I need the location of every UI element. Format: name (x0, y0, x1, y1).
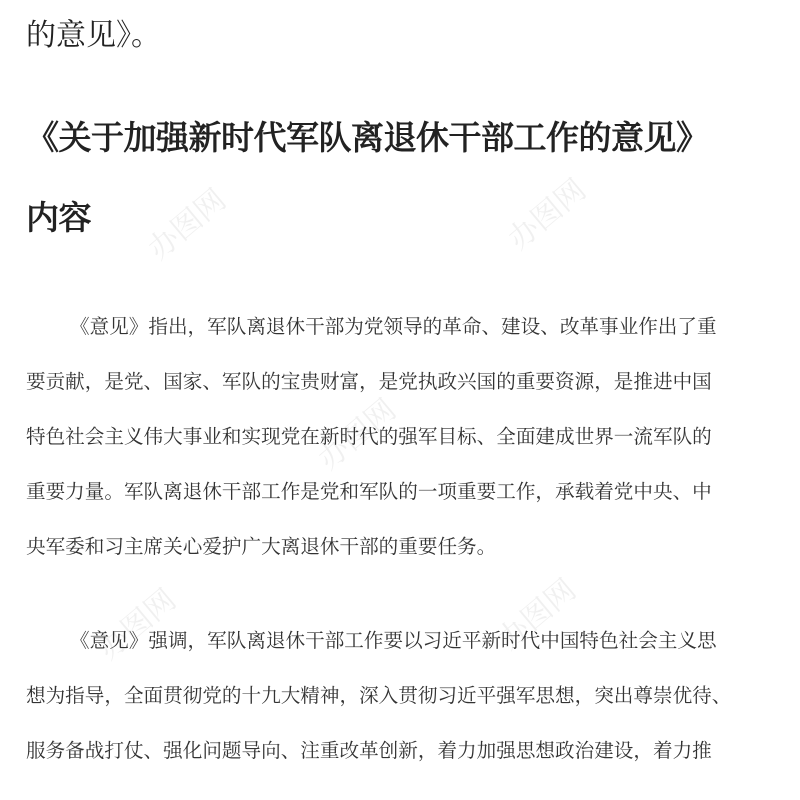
watermark-4: 办图网 (91, 582, 183, 668)
heading-line-1: 《关于加强新时代军队离退休干部工作的意见》 (26, 118, 709, 157)
paragraph-1-line-3: 特色社会主义伟大事业和实现党在新时代的强军目标、全面建成世界一流军队的 (26, 425, 712, 448)
watermark-5: 办图网 (491, 572, 583, 658)
watermark-2: 办图网 (501, 172, 593, 258)
paragraph-1-line-5: 央军委和习主席关心爱护广大离退休干部的重要任务。 (26, 535, 497, 558)
watermark-1: 办图网 (141, 182, 233, 268)
intro-fragment: 的意见》。 (26, 18, 161, 53)
paragraph-1-line-2: 要贡献，是党、国家、军队的宝贵财富，是党执政兴国的重要资源，是推进中国 (26, 370, 712, 393)
paragraph-1-line-1: 《意见》指出，军队离退休干部为党领导的革命、建设、改革事业作出了重 (70, 315, 717, 338)
watermark-3: 办图网 (311, 392, 403, 478)
heading-line-2: 内容 (26, 198, 91, 237)
paragraph-2-line-2: 想为指导，全面贯彻党的十九大精神，深入贯彻习近平强军思想，突出尊崇优待、 (26, 684, 732, 707)
paragraph-2-line-3: 服务备战打仗、强化问题导向、注重改革创新，着力加强思想政治建设，着力推 (26, 739, 712, 762)
paragraph-1-line-4: 重要力量。军队离退休干部工作是党和军队的一项重要工作，承载着党中央、中 (26, 480, 712, 503)
paragraph-2-line-1: 《意见》强调，军队离退休干部工作要以习近平新时代中国特色社会主义思 (70, 629, 717, 652)
